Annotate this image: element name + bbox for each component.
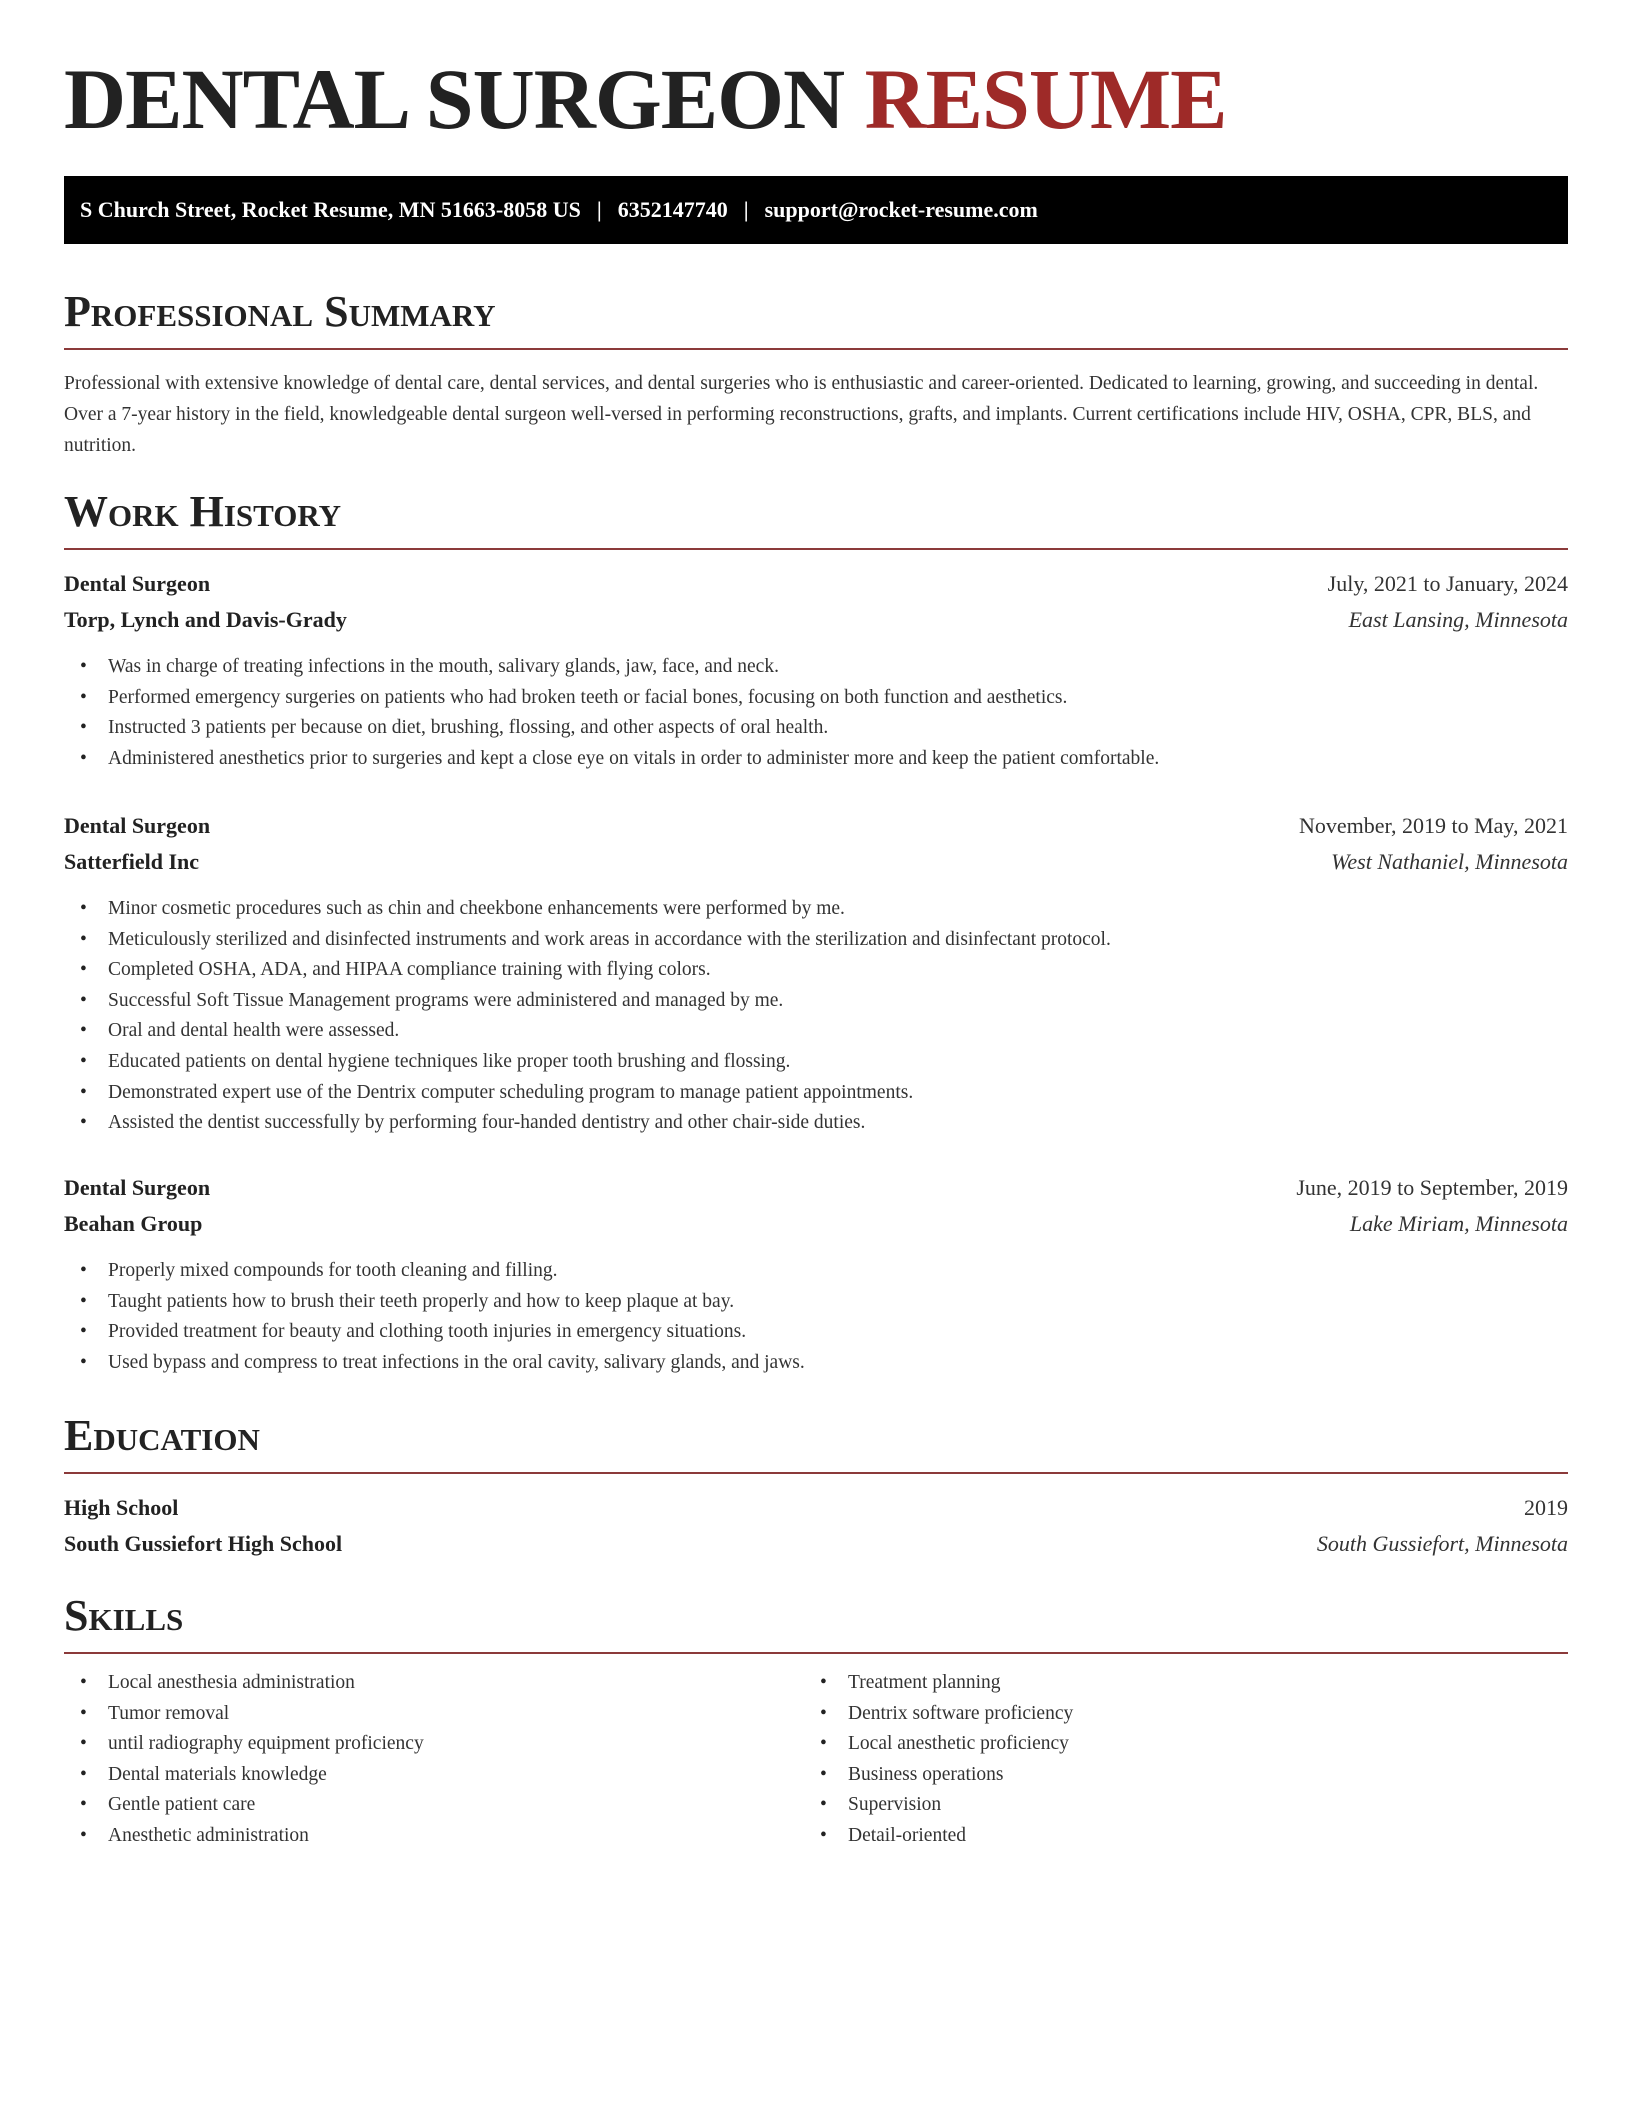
section-divider bbox=[64, 548, 1568, 550]
job-header bbox=[64, 808, 1568, 844]
job-title: Dental Surgeon bbox=[64, 571, 211, 596]
title-accent: RESUME bbox=[864, 51, 1227, 147]
education-subheader bbox=[64, 1526, 1568, 1562]
job-dates: November, 2019 to May, 2021 bbox=[1299, 813, 1568, 838]
section-divider bbox=[64, 1652, 1568, 1654]
section-title-summary: Professional Summary bbox=[64, 287, 496, 336]
job-subheader bbox=[64, 844, 1568, 880]
job-bullet: • Taught patients how to brush their teeth properly and how to keep plaque at bay. bbox=[64, 1287, 1568, 1318]
skills-list-right bbox=[804, 1668, 1504, 1852]
skill-item: • Dental materials knowledge bbox=[64, 1760, 764, 1791]
job-company: Satterfield Inc bbox=[64, 849, 200, 874]
job-subheader bbox=[64, 602, 1568, 638]
skill-item: • Detail-oriented bbox=[804, 1821, 1504, 1852]
job-dates: July, 2021 to January, 2024 bbox=[1327, 571, 1568, 596]
section-title-skills: Skills bbox=[64, 1591, 184, 1640]
job-location: East Lansing, Minnesota bbox=[1348, 607, 1568, 632]
job-bullets bbox=[64, 652, 1568, 774]
skill-item: • Treatment planning bbox=[804, 1668, 1504, 1699]
skill-item: • Local anesthetic proficiency bbox=[804, 1729, 1504, 1760]
contact-address: S Church Street, Rocket Resume, MN 51663-8058 US bbox=[80, 197, 581, 222]
job-bullet: • Educated patients on dental hygiene techniques like proper tooth brushing and flossing. bbox=[64, 1047, 1568, 1078]
job-bullet: • Minor cosmetic procedures such as chin and cheekbone enhancements were performed by me. bbox=[64, 894, 1568, 925]
education-degree: High School bbox=[64, 1495, 179, 1520]
job-bullet: • Was in charge of treating infections in the mouth, salivary glands, jaw, face, and neck. bbox=[64, 652, 1568, 683]
job-company: Beahan Group bbox=[64, 1211, 203, 1236]
job-bullet: • Successful Soft Tissue Management programs were administered and managed by me. bbox=[64, 986, 1568, 1017]
section-divider bbox=[64, 348, 1568, 350]
job-bullet: • Performed emergency surgeries on patients who had broken teeth or facial bones, focusing on both function and aesthetics. bbox=[64, 683, 1568, 714]
job-bullet: • Administered anesthetics prior to surgeries and kept a close eye on vitals in order to administer more and keep the patient comfortable. bbox=[64, 744, 1568, 775]
contact-separator: | bbox=[743, 197, 749, 222]
skill-item: • Anesthetic administration bbox=[64, 1821, 764, 1852]
title-main: DENTAL SURGEON bbox=[64, 51, 845, 147]
resume-title bbox=[64, 52, 1227, 147]
skill-item: • Tumor removal bbox=[64, 1699, 764, 1730]
contact-bar bbox=[64, 176, 1568, 244]
job-bullet: • Provided treatment for beauty and clothing tooth injuries in emergency situations. bbox=[64, 1317, 1568, 1348]
skill-item: • Local anesthesia administration bbox=[64, 1668, 764, 1699]
contact-phone: 6352147740 bbox=[617, 197, 728, 222]
job-dates: June, 2019 to September, 2019 bbox=[1296, 1175, 1568, 1200]
education-year: 2019 bbox=[1524, 1495, 1568, 1520]
education-header bbox=[64, 1490, 1568, 1526]
skill-item: • Gentle patient care bbox=[64, 1790, 764, 1821]
job-bullet: • Instructed 3 patients per because on diet, brushing, flossing, and other aspects of oral health. bbox=[64, 713, 1568, 744]
skill-item: • Supervision bbox=[804, 1790, 1504, 1821]
contact-separator: | bbox=[596, 197, 602, 222]
education-school: South Gussiefort High School bbox=[64, 1531, 343, 1556]
job-location: Lake Miriam, Minnesota bbox=[1349, 1211, 1568, 1236]
section-title-education: Education bbox=[64, 1411, 260, 1460]
job-subheader bbox=[64, 1206, 1568, 1242]
skill-item: • until radiography equipment proficiency bbox=[64, 1729, 764, 1760]
section-divider bbox=[64, 1472, 1568, 1474]
job-bullet: • Assisted the dentist successfully by performing four-handed dentistry and other chair-side duties. bbox=[64, 1108, 1568, 1139]
skill-item: • Dentrix software proficiency bbox=[804, 1699, 1504, 1730]
job-bullets bbox=[64, 894, 1568, 1139]
skill-item: • Business operations bbox=[804, 1760, 1504, 1791]
job-bullet: • Meticulously sterilized and disinfected instruments and work areas in accordance with the sterilization and disinfectant protocol. bbox=[64, 925, 1568, 956]
job-bullet: • Demonstrated expert use of the Dentrix computer scheduling program to manage patient appointments. bbox=[64, 1078, 1568, 1109]
job-bullet: • Used bypass and compress to treat infections in the oral cavity, salivary glands, and jaws. bbox=[64, 1348, 1568, 1379]
summary-text: Professional with extensive knowledge of dental care, dental services, and dental surgeries who is enthusiastic and career-oriented. Dedicated to learning, growing, and succeeding in dental. Over a 7-year history in the field, knowledgeable dental surgeon well-versed in performing reconstructions, grafts, and implants. Current certifications include HIV, OSHA, CPR, BLS, and nutrition. bbox=[64, 373, 1539, 456]
contact-email: support@rocket-resume.com bbox=[764, 197, 1038, 222]
job-bullet: • Oral and dental health were assessed. bbox=[64, 1016, 1568, 1047]
skills-list-left bbox=[64, 1668, 764, 1852]
job-company: Torp, Lynch and Davis-Grady bbox=[64, 607, 347, 632]
job-title: Dental Surgeon bbox=[64, 1175, 211, 1200]
education-location: South Gussiefort, Minnesota bbox=[1316, 1531, 1568, 1556]
job-header bbox=[64, 1170, 1568, 1206]
section-title-work: Work History bbox=[64, 487, 342, 536]
job-title: Dental Surgeon bbox=[64, 813, 211, 838]
job-location: West Nathaniel, Minnesota bbox=[1331, 849, 1568, 874]
job-bullet: • Completed OSHA, ADA, and HIPAA compliance training with flying colors. bbox=[64, 955, 1568, 986]
job-bullet: • Properly mixed compounds for tooth cleaning and filling. bbox=[64, 1256, 1568, 1287]
job-header bbox=[64, 566, 1568, 602]
job-bullets bbox=[64, 1256, 1568, 1378]
